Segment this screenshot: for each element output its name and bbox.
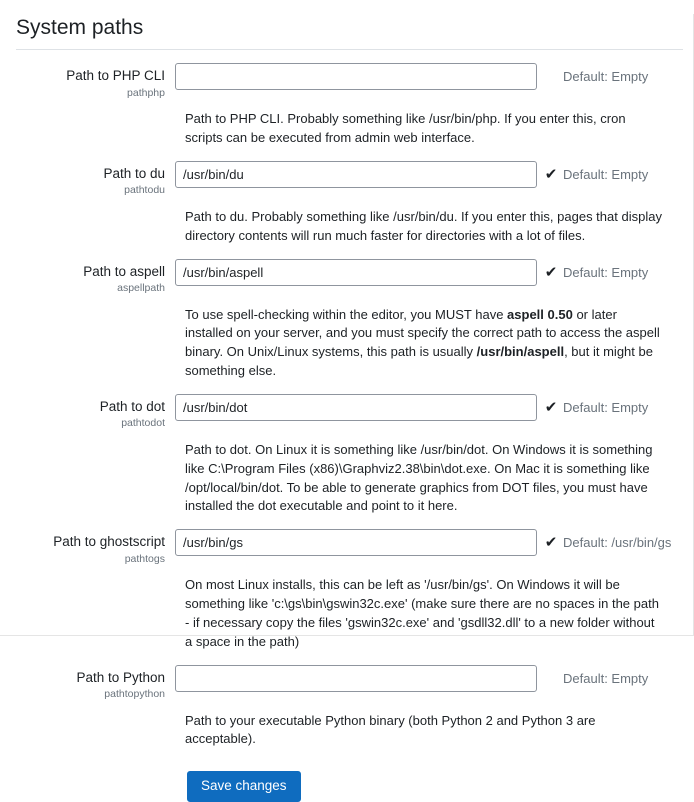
setting-control [175, 161, 683, 188]
setting-label-title: Path to PHP CLI [66, 68, 165, 84]
setting-control [175, 394, 683, 421]
default-value-text: Default: Empty [563, 69, 649, 85]
setting-label-title: Path to Python [76, 669, 165, 685]
page-title: System paths [16, 16, 144, 39]
setting-label-key: pathtopython [104, 687, 165, 700]
setting-label-title: Path to ghostscript [53, 534, 165, 550]
setting-label-key: aspellpath [117, 281, 165, 294]
setting-row [0, 394, 683, 432]
setting-label-key: pathtogs [124, 552, 165, 565]
setting-label [0, 394, 175, 432]
setting-label-title: Path to dot [99, 398, 165, 414]
input-pathphp[interactable] [175, 63, 537, 90]
system-paths-page [0, 14, 694, 794]
system-paths-form [0, 63, 693, 749]
setting-row [0, 665, 683, 703]
valid-check-icon: ✔ [544, 263, 558, 281]
input-pathtogs[interactable] [175, 529, 537, 556]
input-pathtodu[interactable] [175, 161, 537, 188]
default-value-text: Default: /usr/bin/gs [563, 535, 672, 551]
setting-control [175, 665, 683, 692]
default-value-text: Default: Empty [563, 166, 649, 182]
save-row [187, 771, 693, 802]
setting-control [175, 529, 683, 556]
setting-row [0, 63, 683, 101]
setting-label [0, 665, 175, 703]
valid-check-icon: ✔ [544, 398, 558, 416]
setting-label [0, 529, 175, 567]
setting-description: Path to du. Probably something like /usr/bin/du. If you enter this, pages that display directory contents will run much faster for directories with a lot of files. [185, 208, 662, 243]
input-pathtodot[interactable] [175, 394, 537, 421]
default-value-text: Default: Empty [563, 670, 649, 686]
default-value-text: Default: Empty [563, 399, 649, 415]
setting-description: Path to PHP CLI. Probably something like /usr/bin/php. If you enter this, cron scripts can be executed from admin web interface. [185, 111, 626, 146]
setting-label [0, 161, 175, 199]
valid-check-icon: ✔ [544, 534, 558, 552]
setting-control [175, 259, 683, 286]
setting-row [0, 259, 683, 297]
setting-label-key: pathtodu [124, 184, 165, 197]
setting-label-key: pathphp [127, 86, 165, 99]
setting-label [0, 259, 175, 297]
setting-description: To use spell-checking within the editor, you MUST have aspell 0.50 or later installed on your server, and you must specify the correct path to access the aspell binary. On Unix/Linux systems, this path is usually /usr/bin/aspell, but it might be something else. [185, 306, 660, 379]
setting-description: Path to your executable Python binary (both Python 2 and Python 3 are acceptable). [185, 712, 596, 747]
setting-label-title: Path to aspell [83, 263, 165, 279]
save-changes-button[interactable]: Save changes [187, 771, 301, 802]
valid-check-icon: ✔ [544, 165, 558, 183]
default-value-text: Default: Empty [563, 264, 649, 280]
title-divider [16, 49, 683, 50]
setting-label [0, 63, 175, 101]
setting-description: On most Linux installs, this can be left as '/usr/bin/gs'. On Windows it will be something like 'c:\gs\bin\gswin32c.exe' (make sure there are no spaces in the path - if necessary copy the files 'gswin32c.exe' and 'gsdll32.dll' to a new folder without a space in the path) [185, 577, 659, 649]
input-pathtopython[interactable] [175, 665, 537, 692]
setting-control [175, 63, 683, 90]
setting-row [0, 529, 683, 567]
setting-row [0, 161, 683, 199]
setting-label-title: Path to du [103, 165, 165, 181]
input-aspellpath[interactable] [175, 259, 537, 286]
setting-description: Path to dot. On Linux it is something like /usr/bin/dot. On Windows it is something like C:\Program Files (x86)\Graphviz2.38\bin\dot.exe. On Mac it is something like /opt/local/bin/dot. To be able to generate graphics from DOT files, you must have installed the dot executable and point to it here. [185, 441, 653, 514]
setting-label-key: pathtodot [121, 417, 165, 430]
